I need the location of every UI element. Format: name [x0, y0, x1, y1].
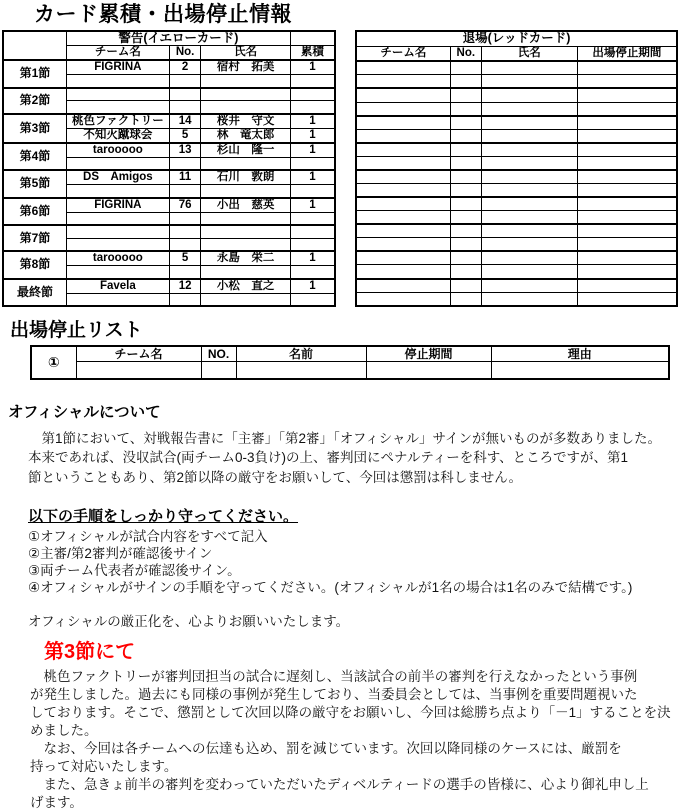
- official-paragraph: [28, 429, 676, 488]
- cell: [450, 88, 481, 102]
- cell: 14: [169, 114, 201, 129]
- cell: [169, 266, 201, 279]
- procedure-list: [28, 528, 680, 596]
- cell: tarooooo: [66, 143, 169, 158]
- cell: [169, 101, 201, 114]
- cell: 1: [290, 251, 335, 266]
- cell: [481, 197, 577, 211]
- table-row: [3, 198, 335, 213]
- cell: [491, 362, 669, 379]
- cell: 林 竜太郎: [201, 128, 290, 143]
- cell: [201, 362, 236, 379]
- table-row: [3, 225, 335, 238]
- card-tables: [2, 30, 678, 307]
- table-row: [356, 211, 677, 225]
- official-closing-line: オフィシャルの厳正化を、心よりお願いいたします。: [28, 614, 350, 629]
- cell: [201, 293, 290, 306]
- cell: 11: [169, 170, 201, 185]
- cell: [577, 102, 677, 116]
- suspension-list-table: [30, 345, 670, 380]
- cell: [577, 156, 677, 170]
- cell: [577, 116, 677, 130]
- suspension-list-heading: 出場停止リスト: [10, 320, 143, 341]
- column-header: 出場停止期間: [577, 46, 677, 61]
- cell: [356, 102, 450, 116]
- cell: [481, 75, 577, 89]
- table-row: [3, 279, 335, 294]
- cell: [577, 251, 677, 265]
- cell: [481, 61, 577, 75]
- column-header: 停止期間: [366, 346, 491, 362]
- round-label: 第1節: [3, 60, 66, 88]
- red-table-title: 退場(レッドカード): [356, 31, 677, 46]
- cell: [450, 143, 481, 157]
- cell: [66, 212, 169, 225]
- cell: [66, 266, 169, 279]
- yellow-card-table: [2, 30, 336, 307]
- table-title-row: [356, 31, 677, 46]
- cell: 1: [290, 170, 335, 185]
- cell: [201, 157, 290, 170]
- round-label: 最終節: [3, 279, 66, 307]
- cell: [201, 185, 290, 198]
- cell: [290, 101, 335, 114]
- table-row: [356, 143, 677, 157]
- cell: [201, 75, 290, 88]
- table-row: [356, 156, 677, 170]
- cell: [356, 88, 450, 102]
- table-row: [31, 362, 669, 379]
- cell: [450, 184, 481, 198]
- round-label: 第5節: [3, 170, 66, 198]
- cell: [169, 212, 201, 225]
- cell: [481, 211, 577, 225]
- cell: 1: [290, 60, 335, 75]
- table-row: [3, 170, 335, 185]
- cell: [481, 292, 577, 306]
- official-section-heading: オフィシャルについて: [8, 403, 161, 421]
- table-row: [356, 292, 677, 306]
- cell: [356, 279, 450, 293]
- cell: 13: [169, 143, 201, 158]
- cell: [577, 143, 677, 157]
- table-row: [356, 116, 677, 130]
- cell: [577, 197, 677, 211]
- page-title: カード累積・出場停止情報: [34, 3, 292, 26]
- yellow-table-title: 警告(イエローカード): [66, 31, 290, 46]
- cell: [481, 102, 577, 116]
- cell: FIGRINA: [66, 60, 169, 75]
- table-row: [3, 88, 335, 101]
- cell: [450, 251, 481, 265]
- suspension-list-table-body: [31, 346, 669, 379]
- cell: [66, 293, 169, 306]
- cell: [577, 279, 677, 293]
- cell: [169, 157, 201, 170]
- column-header: 氏名: [481, 46, 577, 61]
- round-label: 第7節: [3, 225, 66, 251]
- row-number-marker: ①: [31, 346, 76, 379]
- cell: [577, 224, 677, 238]
- cell: 小出 慈英: [201, 198, 290, 213]
- cell: 76: [169, 198, 201, 213]
- cell: [356, 75, 450, 89]
- round-label: 第3節: [3, 114, 66, 143]
- cell: [356, 251, 450, 265]
- red-card-table: [355, 30, 678, 307]
- cell: [481, 88, 577, 102]
- table-row: [3, 60, 335, 75]
- cell: 不知火蹴球会: [66, 128, 169, 143]
- cell: [481, 170, 577, 184]
- cell: [577, 129, 677, 143]
- cell: [290, 293, 335, 306]
- table-row: [356, 102, 677, 116]
- table-row: [356, 75, 677, 89]
- paragraph-line: なお、今回は各チームへの伝達も込め、罰を減じています。次回以降同様のケースには、厳罰を: [30, 741, 622, 756]
- paragraph-line: めました。: [30, 723, 98, 738]
- cell: 12: [169, 279, 201, 294]
- column-header: 理由: [491, 346, 669, 362]
- cell: [66, 101, 169, 114]
- cell: [356, 197, 450, 211]
- cell: [290, 225, 335, 238]
- cell: [356, 143, 450, 157]
- paragraph-line: また、急きょ前半の審判を変わっていただいたディベルティードの選手の皆様に、心より御礼申し上: [30, 777, 649, 792]
- cell: 宿村 拓美: [201, 60, 290, 75]
- column-header: チーム名: [66, 46, 169, 61]
- cell: [450, 102, 481, 116]
- cell: 石川 敦朗: [201, 170, 290, 185]
- cell: [450, 197, 481, 211]
- cell: Favela: [66, 279, 169, 294]
- cell: [450, 170, 481, 184]
- cell: [356, 184, 450, 198]
- cell: [201, 212, 290, 225]
- column-header: No.: [450, 46, 481, 61]
- cell: [236, 362, 366, 379]
- table-row: [356, 61, 677, 75]
- column-header: 名前: [236, 346, 366, 362]
- cell: [356, 61, 450, 75]
- cell: [481, 116, 577, 130]
- cell: [450, 129, 481, 143]
- cell: [481, 251, 577, 265]
- cell: [577, 75, 677, 89]
- cell: [450, 116, 481, 130]
- cell: [169, 75, 201, 88]
- cell: [66, 238, 169, 251]
- cell: [66, 75, 169, 88]
- cell: [450, 279, 481, 293]
- cell: [481, 224, 577, 238]
- cell: FIGRINA: [66, 198, 169, 213]
- procedure-item: ①オフィシャルが試合内容をすべて記入: [28, 529, 268, 544]
- cell: [290, 238, 335, 251]
- table-row: [356, 224, 677, 238]
- table-row: [3, 143, 335, 158]
- section3-heading: 第3節にて: [44, 641, 136, 663]
- column-header: 累積: [290, 46, 335, 61]
- cell: [66, 185, 169, 198]
- yellow-card-table-body: [3, 31, 335, 306]
- cell: [290, 212, 335, 225]
- column-header: チーム名: [76, 346, 201, 362]
- cell: [290, 266, 335, 279]
- cell: [356, 265, 450, 279]
- cell: [577, 265, 677, 279]
- cell: [450, 156, 481, 170]
- cell: [76, 362, 201, 379]
- round-label: 第6節: [3, 198, 66, 226]
- cell: [450, 292, 481, 306]
- procedure-item: ③両チーム代表者が確認後サイン。: [28, 563, 241, 578]
- cell: 1: [290, 279, 335, 294]
- cell: [356, 116, 450, 130]
- cell: [356, 129, 450, 143]
- cell: [577, 211, 677, 225]
- table-row: [356, 129, 677, 143]
- cell: [481, 156, 577, 170]
- cell: [577, 292, 677, 306]
- paragraph-line: が発生しました。過去にも同様の事例が発生しており、当委員会としては、当事例を重要問題視いた: [30, 687, 638, 702]
- table-row: [356, 279, 677, 293]
- table-row: [356, 265, 677, 279]
- cell: [481, 238, 577, 252]
- cumulative-top-cell: [290, 31, 335, 46]
- cell: [577, 88, 677, 102]
- cell: [201, 101, 290, 114]
- cell: 2: [169, 60, 201, 75]
- cell: [481, 265, 577, 279]
- column-header: No.: [169, 46, 201, 61]
- table-title-row: [3, 31, 335, 46]
- corner-cell: [3, 31, 66, 60]
- column-header: チーム名: [356, 46, 450, 61]
- cell: [450, 61, 481, 75]
- cell: [290, 75, 335, 88]
- column-header-row: [31, 346, 669, 362]
- cell: 1: [290, 114, 335, 129]
- cell: [450, 224, 481, 238]
- cell: [577, 61, 677, 75]
- cell: 1: [290, 198, 335, 213]
- cell: 小松 直之: [201, 279, 290, 294]
- cell: [450, 238, 481, 252]
- table-row: [356, 184, 677, 198]
- cell: [481, 184, 577, 198]
- cell: [481, 279, 577, 293]
- cell: [577, 170, 677, 184]
- cell: [577, 238, 677, 252]
- procedure-item: ④オフィシャルがサインの手順を守ってください。(オフィシャルが1名の場合は1名のみで結構です。): [28, 580, 633, 595]
- cell: [450, 265, 481, 279]
- cell: [169, 238, 201, 251]
- cell: [169, 293, 201, 306]
- paragraph-line: しております。そこで、懲罰として次回以降の厳守をお願いし、今回は総勝ち点より「－1」することを決: [30, 705, 671, 720]
- cell: [290, 157, 335, 170]
- cell: [66, 88, 169, 101]
- cell: 1: [290, 128, 335, 143]
- cell: [356, 292, 450, 306]
- cell: [450, 75, 481, 89]
- column-header: 氏名: [201, 46, 290, 61]
- paragraph-line: 本来であれば、没収試合(両チーム0-3負け)の上、審判団にペナルティーを科す、ところですが、第1: [28, 450, 629, 465]
- cell: [577, 184, 677, 198]
- cell: [290, 185, 335, 198]
- table-row: [356, 251, 677, 265]
- cell: [169, 225, 201, 238]
- cell: 5: [169, 128, 201, 143]
- cell: [290, 88, 335, 101]
- section3-paragraph: [30, 668, 678, 812]
- table-row: [356, 88, 677, 102]
- column-header: NO.: [201, 346, 236, 362]
- cell: 永島 栄二: [201, 251, 290, 266]
- paragraph-line: 節ということもあり、第2節以降の厳守をお願いして、今回は懲罰は科しません。: [28, 469, 523, 485]
- round-label: 第8節: [3, 251, 66, 279]
- cell: 杉山 隆一: [201, 143, 290, 158]
- cell: 桃色ファクトリー: [66, 114, 169, 129]
- table-row: [3, 251, 335, 266]
- table-row: [3, 114, 335, 129]
- round-label: 第4節: [3, 143, 66, 171]
- cell: [66, 225, 169, 238]
- cell: [356, 156, 450, 170]
- cell: [201, 238, 290, 251]
- cell: [356, 211, 450, 225]
- cell: 1: [290, 143, 335, 158]
- paragraph-line: げます。: [30, 795, 83, 810]
- table-row: [356, 238, 677, 252]
- cell: [201, 225, 290, 238]
- cell: tarooooo: [66, 251, 169, 266]
- table-row: [356, 197, 677, 211]
- cell: [356, 238, 450, 252]
- cell: [201, 266, 290, 279]
- cell: [356, 170, 450, 184]
- paragraph-line: 持って対応いたします。: [30, 759, 178, 774]
- cell: [169, 185, 201, 198]
- procedure-heading: 以下の手順をしっかり守ってください。: [28, 508, 299, 525]
- cell: [450, 211, 481, 225]
- cell: [481, 129, 577, 143]
- cell: [66, 157, 169, 170]
- column-header-row: [356, 46, 677, 61]
- cell: [481, 143, 577, 157]
- cell: [366, 362, 491, 379]
- table-row: [356, 170, 677, 184]
- paragraph-line: 桃色ファクトリーが審判団担当の試合に遅刻し、当該試合の前半の審判を行えなかったという事例: [30, 669, 638, 684]
- cell: 5: [169, 251, 201, 266]
- round-label: 第2節: [3, 88, 66, 114]
- cell: 桜井 守文: [201, 114, 290, 129]
- procedure-item: ②主審/第2審判が確認後サイン: [28, 546, 213, 561]
- red-card-table-body: [356, 31, 677, 306]
- cell: [356, 224, 450, 238]
- cell: DS Amigos: [66, 170, 169, 185]
- cell: [201, 88, 290, 101]
- paragraph-line: 第1節において、対戦報告書に「主審」「第2審」「オフィシャル」サインが無いものが多数ありました。: [28, 430, 662, 446]
- cell: [169, 88, 201, 101]
